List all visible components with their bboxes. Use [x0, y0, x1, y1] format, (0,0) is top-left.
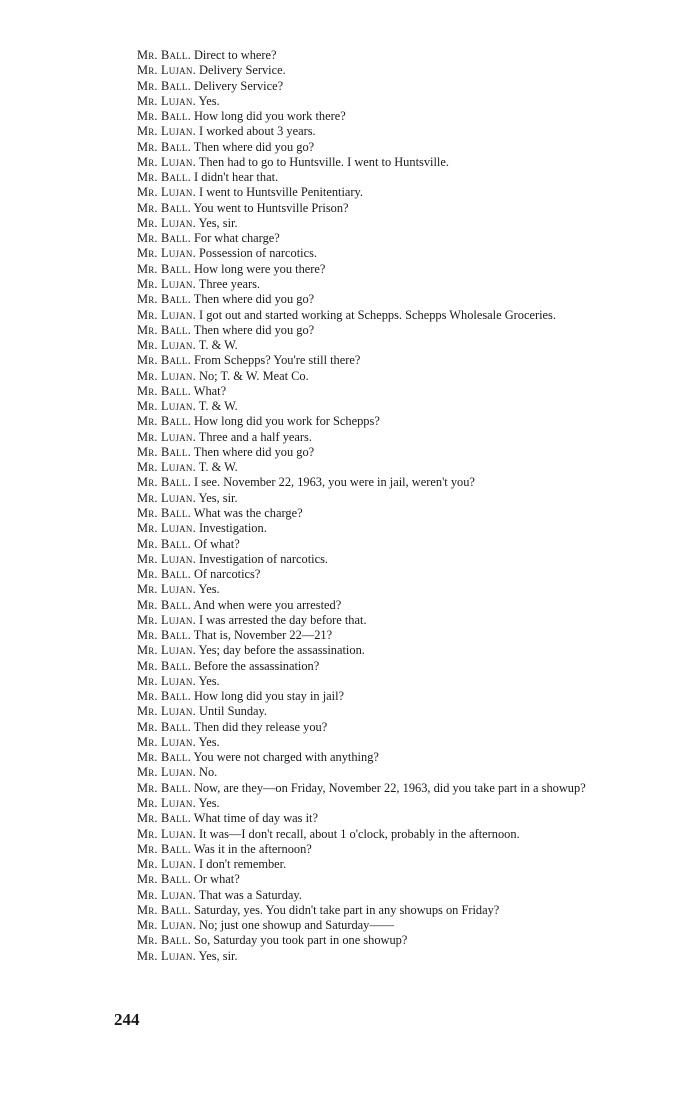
utterance-text: T. & W. [198, 399, 238, 414]
speaker-name: Mr. Ball. [137, 475, 191, 490]
transcript-line [114, 918, 652, 933]
transcript-line [114, 582, 652, 597]
speaker-name: Mr. Lujan. [137, 765, 196, 780]
speaker-name: Mr. Ball. [137, 689, 191, 704]
speaker-name: Mr. Lujan. [137, 704, 196, 719]
utterance-text: Yes. [198, 796, 220, 811]
transcript-line [114, 262, 652, 277]
transcript-line [114, 735, 652, 750]
utterance-text: Until Sunday. [199, 704, 268, 719]
transcript-line [114, 338, 652, 353]
utterance-text: Then had to go to Huntsville. I went to Huntsville. [198, 154, 449, 169]
utterance-text: Yes, sir. [198, 215, 238, 230]
speaker-name: Mr. Ball. [137, 628, 191, 643]
speaker-name: Mr. Ball. [137, 933, 191, 948]
utterance-text: Investigation. [199, 521, 267, 536]
speaker-name: Mr. Lujan. [137, 582, 196, 597]
transcript-line [114, 827, 652, 842]
utterance-text: Delivery Service. [199, 63, 286, 78]
utterance-text: How long were you there? [193, 261, 326, 276]
transcript-line [114, 414, 652, 429]
utterance-text: Then where did you go? [193, 444, 315, 459]
utterance-text: That is, November 22—21? [193, 628, 333, 643]
speaker-name: Mr. Ball. [137, 170, 191, 185]
utterance-text: Delivery Service? [193, 78, 284, 93]
speaker-name: Mr. Lujan. [137, 643, 196, 658]
transcript-line [114, 704, 652, 719]
utterance-text: I worked about 3 years. [199, 124, 316, 139]
testimony-transcript [114, 48, 652, 964]
utterance-text: It was—I don't recall, about 1 o'clock, probably in the afternoon. [199, 826, 520, 841]
speaker-name: Mr. Ball. [137, 780, 191, 795]
utterance-text: I don't remember. [199, 857, 287, 872]
page-number: 244 [114, 1010, 140, 1029]
utterance-text: Yes. [198, 734, 220, 749]
speaker-name: Mr. Ball. [137, 383, 191, 398]
speaker-name: Mr. Ball. [137, 353, 191, 368]
transcript-line [114, 124, 652, 139]
transcript-line [114, 292, 652, 307]
speaker-name: Mr. Ball. [137, 811, 191, 826]
transcript-line [114, 949, 652, 964]
transcript-line [114, 445, 652, 460]
utterance-text: For what charge? [193, 231, 280, 246]
speaker-name: Mr. Ball. [137, 505, 191, 520]
utterance-text: Saturday, yes. You didn't take part in any showups on Friday? [193, 902, 500, 917]
transcript-line [114, 613, 652, 628]
speaker-name: Mr. Lujan. [137, 93, 196, 108]
utterance-text: What? [193, 383, 227, 398]
speaker-name: Mr. Ball. [137, 322, 191, 337]
speaker-name: Mr. Ball. [137, 109, 191, 124]
speaker-name: Mr. Ball. [137, 200, 191, 215]
speaker-name: Mr. Lujan. [137, 796, 196, 811]
speaker-name: Mr. Ball. [137, 567, 191, 582]
speaker-name: Mr. Lujan. [137, 918, 196, 933]
transcript-line [114, 155, 652, 170]
utterance-text: I was arrested the day before that. [199, 612, 367, 627]
transcript-line [114, 109, 652, 124]
speaker-name: Mr. Lujan. [137, 276, 196, 291]
utterance-text: Investigation of narcotics. [199, 551, 329, 566]
utterance-text: Three and a half years. [198, 429, 312, 444]
speaker-name: Mr. Lujan. [137, 399, 196, 414]
transcript-line [114, 903, 652, 918]
transcript-line [114, 475, 652, 490]
speaker-name: Mr. Lujan. [137, 521, 196, 536]
speaker-name: Mr. Lujan. [137, 826, 196, 841]
transcript-line [114, 323, 652, 338]
utterance-text: Of what? [193, 536, 240, 551]
utterance-text: Direct to where? [193, 48, 277, 62]
utterance-text: I went to Huntsville Penitentiary. [199, 185, 364, 200]
transcript-line [114, 598, 652, 613]
transcript-line [114, 63, 652, 78]
speaker-name: Mr. Lujan. [137, 185, 196, 200]
speaker-name: Mr. Ball. [137, 78, 191, 93]
transcript-line [114, 643, 652, 658]
utterance-text: Yes. [198, 582, 220, 597]
utterance-text: Before the assassination? [193, 658, 320, 673]
transcript-page [114, 48, 652, 964]
transcript-line [114, 506, 652, 521]
transcript-line [114, 246, 652, 261]
speaker-name: Mr. Ball. [137, 292, 191, 307]
transcript-line [114, 796, 652, 811]
speaker-name: Mr. Ball. [137, 139, 191, 154]
utterance-text: Three years. [198, 276, 260, 291]
speaker-name: Mr. Ball. [137, 261, 191, 276]
transcript-line [114, 201, 652, 216]
speaker-name: Mr. Ball. [137, 750, 191, 765]
utterance-text: From Schepps? You're still there? [193, 353, 361, 368]
transcript-line [114, 888, 652, 903]
utterance-text: So, Saturday you took part in one showup? [193, 933, 408, 948]
speaker-name: Mr. Lujan. [137, 63, 196, 78]
speaker-name: Mr. Lujan. [137, 246, 196, 261]
transcript-line [114, 842, 652, 857]
utterance-text: How long did you work there? [193, 109, 346, 124]
transcript-line [114, 369, 652, 384]
speaker-name: Mr. Ball. [137, 48, 191, 62]
utterance-text: No. [199, 765, 218, 780]
utterance-text: Was it in the afternoon? [193, 841, 312, 856]
transcript-line [114, 857, 652, 872]
utterance-text: I see. November 22, 1963, you were in jail, weren't you? [193, 475, 475, 490]
transcript-line [114, 170, 652, 185]
transcript-line [114, 399, 652, 414]
transcript-line [114, 872, 652, 887]
utterance-text: Yes, sir. [198, 948, 238, 963]
speaker-name: Mr. Ball. [137, 444, 191, 459]
utterance-text: Then where did you go? [193, 139, 315, 154]
transcript-line [114, 521, 652, 536]
utterance-text: What was the charge? [193, 505, 303, 520]
speaker-name: Mr. Lujan. [137, 948, 196, 963]
utterance-text: That was a Saturday. [198, 887, 302, 902]
speaker-name: Mr. Lujan. [137, 734, 196, 749]
speaker-name: Mr. Ball. [137, 719, 191, 734]
utterance-text: Yes. [198, 93, 220, 108]
speaker-name: Mr. Lujan. [137, 490, 196, 505]
utterance-text: Or what? [193, 872, 240, 887]
utterance-text: Then where did you go? [193, 292, 315, 307]
speaker-name: Mr. Lujan. [137, 154, 196, 169]
utterance-text: T. & W. [198, 338, 238, 353]
utterance-text: What time of day was it? [193, 811, 318, 826]
speaker-name: Mr. Ball. [137, 872, 191, 887]
transcript-line [114, 216, 652, 231]
speaker-name: Mr. Ball. [137, 902, 191, 917]
transcript-line [114, 750, 652, 765]
transcript-line [114, 567, 652, 582]
transcript-line [114, 79, 652, 94]
transcript-line [114, 689, 652, 704]
speaker-name: Mr. Lujan. [137, 368, 196, 383]
speaker-name: Mr. Lujan. [137, 460, 196, 475]
utterance-text: Then did they release you? [193, 719, 328, 734]
speaker-name: Mr. Lujan. [137, 307, 196, 322]
utterance-text: Possession of narcotics. [199, 246, 318, 261]
utterance-text: T. & W. [198, 460, 238, 475]
utterance-text: Yes; day before the assassination. [198, 643, 365, 658]
speaker-name: Mr. Lujan. [137, 887, 196, 902]
transcript-line [114, 674, 652, 689]
utterance-text: How long did you work for Schepps? [193, 414, 380, 429]
transcript-line [114, 765, 652, 780]
transcript-line [114, 94, 652, 109]
transcript-line [114, 277, 652, 292]
transcript-line [114, 384, 652, 399]
utterance-text: Then where did you go? [193, 322, 315, 337]
utterance-text: No; T. & W. Meat Co. [199, 368, 309, 383]
speaker-name: Mr. Lujan. [137, 338, 196, 353]
transcript-line [114, 552, 652, 567]
speaker-name: Mr. Ball. [137, 231, 191, 246]
utterance-text: How long did you stay in jail? [193, 689, 345, 704]
transcript-line [114, 185, 652, 200]
utterance-text: Of narcotics? [193, 567, 261, 582]
utterance-text: Yes, sir. [198, 490, 238, 505]
utterance-text: Yes. [198, 673, 220, 688]
transcript-line [114, 628, 652, 643]
speaker-name: Mr. Ball. [137, 658, 191, 673]
transcript-line [114, 308, 652, 323]
transcript-line [114, 140, 652, 155]
speaker-name: Mr. Lujan. [137, 551, 196, 566]
transcript-line [114, 48, 652, 63]
speaker-name: Mr. Ball. [137, 841, 191, 856]
utterance-text: And when were you arrested? [193, 597, 342, 612]
speaker-name: Mr. Ball. [137, 536, 191, 551]
speaker-name: Mr. Lujan. [137, 612, 196, 627]
transcript-line [114, 460, 652, 475]
transcript-line [114, 811, 652, 826]
transcript-line [114, 659, 652, 674]
utterance-text: You went to Huntsville Prison? [193, 200, 349, 215]
speaker-name: Mr. Lujan. [137, 673, 196, 688]
transcript-line [114, 537, 652, 552]
speaker-name: Mr. Lujan. [137, 124, 196, 139]
utterance-text: I got out and started working at Schepps. Schepps Wholesale Groceries. [199, 307, 556, 322]
transcript-line [114, 353, 652, 368]
utterance-text: No; just one showup and Saturday—— [199, 918, 395, 933]
utterance-text: I didn't hear that. [193, 170, 279, 185]
transcript-line [114, 720, 652, 735]
transcript-line [114, 430, 652, 445]
utterance-text: You were not charged with anything? [193, 750, 379, 765]
speaker-name: Mr. Lujan. [137, 857, 196, 872]
utterance-text: Now, are they—on Friday, November 22, 1963, did you take part in a showup? [193, 780, 586, 795]
speaker-name: Mr. Ball. [137, 597, 191, 612]
speaker-name: Mr. Ball. [137, 414, 191, 429]
transcript-line [114, 491, 652, 506]
transcript-line [114, 781, 652, 796]
speaker-name: Mr. Lujan. [137, 429, 196, 444]
transcript-line [114, 231, 652, 246]
transcript-line [114, 933, 652, 948]
speaker-name: Mr. Lujan. [137, 215, 196, 230]
